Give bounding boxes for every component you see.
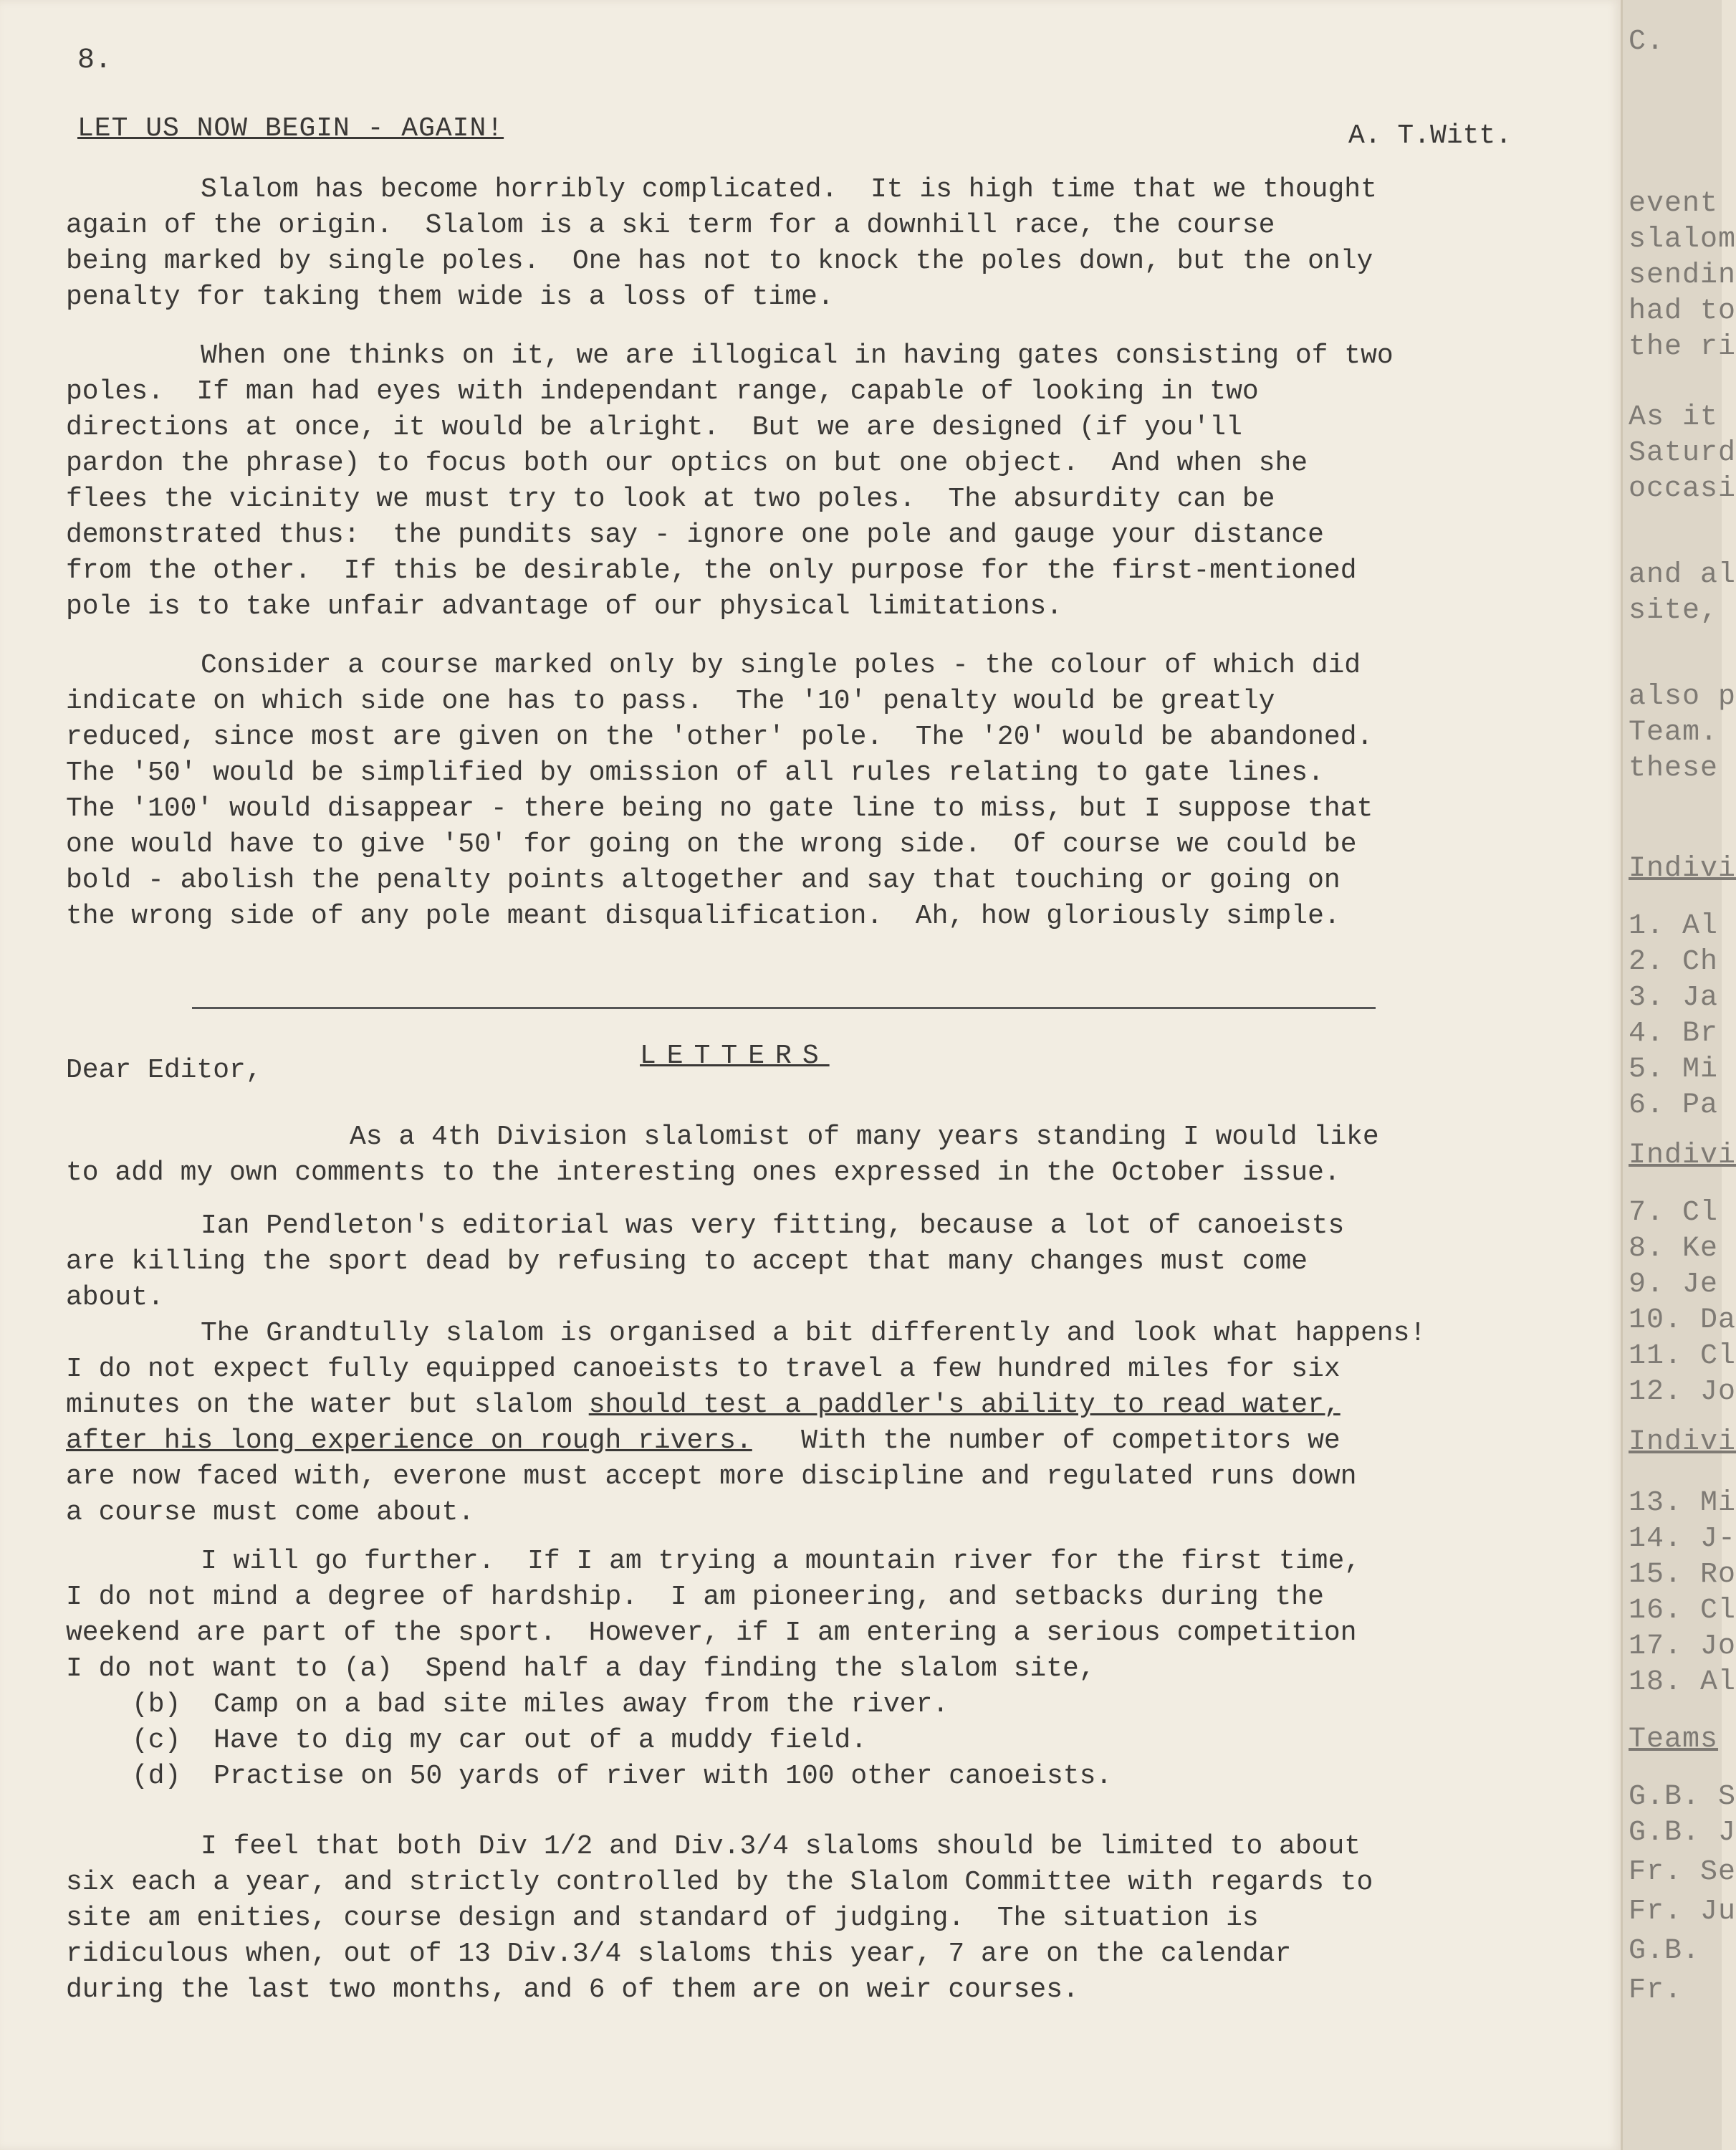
facing-page-text: Saturd [1629, 437, 1736, 469]
facing-page-text: sendin [1629, 259, 1736, 292]
facing-page-text: 18. Al [1629, 1666, 1736, 1698]
facing-page-text: 16. Cl [1629, 1595, 1736, 1627]
underlined-text: after his long experience on rough rivers. [66, 1425, 752, 1456]
facing-page-text: 9. Je [1629, 1268, 1719, 1301]
text-line: are killing the sport dead by refusing to accept that many changes must come [66, 1246, 1308, 1277]
facing-page-edge [1621, 0, 1736, 2150]
facing-page-text: Fr. Ju [1629, 1896, 1736, 1928]
list-item: (c) Have to dig my car out of a muddy field. [132, 1725, 868, 1756]
text-line: about. [66, 1282, 164, 1313]
letter-paragraph-2 [66, 1208, 1542, 1316]
text-line: penalty for taking them wide is a loss of time. [66, 282, 834, 312]
section-divider [192, 1007, 1376, 1009]
text-line: The Grandtully slalom is organised a bit differently and look what happens! [201, 1318, 1426, 1349]
text-line: weekend are part of the sport. However, if I am entering a serious competition [66, 1618, 1357, 1648]
facing-page-text: As it [1629, 401, 1719, 434]
letter-paragraph-4 [66, 1544, 1542, 1795]
text-line: a course must come about. [66, 1497, 475, 1528]
text-line: I do not want to (a) Spend half a day finding the slalom site, [66, 1653, 1095, 1684]
text-line: demonstrated thus: the pundits say - ignore one pole and gauge your distance [66, 520, 1324, 550]
facing-page-text: 13. Mi [1629, 1487, 1736, 1519]
facing-page-text: had to [1629, 295, 1736, 328]
text-line: I do not expect fully equipped canoeists to travel a few hundred miles for six [66, 1354, 1341, 1385]
facing-page-text: 11. Cl [1629, 1340, 1736, 1372]
text-line: pardon the phrase) to focus both our optics on but one object. And when she [66, 448, 1308, 479]
article-paragraph-1 [66, 172, 1542, 315]
facing-page-text: slalom [1629, 224, 1736, 256]
text-line [66, 1387, 1542, 1423]
facing-page-text: Indivi [1629, 1140, 1736, 1172]
text-line: poles. If man had eyes with independant range, capable of looking in two [66, 376, 1259, 407]
text-line: from the other. If this be desirable, the only purpose for the first-mentioned [66, 555, 1357, 586]
facing-page-text: G.B. J [1629, 1817, 1736, 1849]
text-line: being marked by single poles. One has not to knock the poles down, but the only [66, 246, 1373, 277]
text-line: Slalom has become horribly complicated. It is high time that we thought [201, 174, 1377, 205]
facing-page-text: 8. Ke [1629, 1233, 1719, 1265]
letter-paragraph-5 [66, 1829, 1542, 2008]
text-line: I will go further. If I am trying a mountain river for the first time, [201, 1546, 1361, 1577]
text-line: pole is to take unfair advantage of our physical limitations. [66, 591, 1063, 622]
text-line: one would have to give '50' for going on the wrong side. Of course we could be [66, 829, 1357, 860]
letter-paragraph-3 [66, 1316, 1542, 1531]
facing-page-text: site, [1629, 595, 1719, 627]
facing-page-text: 12. Jo [1629, 1376, 1736, 1408]
facing-page-text: 4. Br [1629, 1018, 1719, 1050]
facing-page-text: the ri [1629, 331, 1736, 363]
article-author: A. T.Witt. [1348, 120, 1512, 151]
facing-page-text: 5. Mi [1629, 1054, 1719, 1086]
text-span: minutes on the water but slalom [66, 1390, 589, 1420]
text-line: six each a year, and strictly controlled by the Slalom Committee with regards to [66, 1867, 1373, 1898]
underlined-text: should test a paddler's ability to read water, [588, 1390, 1341, 1420]
text-line: ridiculous when, out of 13 Div.3/4 slaloms this year, 7 are on the calendar [66, 1939, 1292, 1969]
facing-page-text: Fr. [1629, 1974, 1683, 2007]
text-line: directions at once, it would be alright. But we are designed (if you'll [66, 412, 1242, 443]
facing-page-text: Teams [1629, 1724, 1719, 1756]
facing-page-text: 6. Pa [1629, 1089, 1719, 1122]
text-line: I feel that both Div 1/2 and Div.3/4 slaloms should be limited to about [201, 1831, 1361, 1862]
facing-page-text: Indivi [1629, 1426, 1736, 1458]
facing-page-text: 2. Ch [1629, 946, 1719, 978]
text-line: site am enities, course design and standard of judging. The situation is [66, 1903, 1259, 1934]
facing-page-text: 10. Da [1629, 1304, 1736, 1337]
facing-page-text: and al [1629, 559, 1736, 591]
facing-page-text: C. [1629, 26, 1665, 58]
article-title: LET US NOW BEGIN - AGAIN! [77, 113, 504, 144]
facing-page-text: 15. Ro [1629, 1559, 1736, 1591]
facing-page-text: 7. Cl [1629, 1197, 1719, 1229]
text-line: As a 4th Division slalomist of many years standing I would like [350, 1122, 1379, 1152]
text-line: indicate on which side one has to pass. The '10' penalty would be greatly [66, 686, 1275, 717]
facing-page-text: 1. Al [1629, 910, 1719, 942]
letters-heading: LETTERS [640, 1041, 830, 1071]
letter-salutation: Dear Editor, [66, 1055, 262, 1086]
facing-page-text: event [1629, 188, 1719, 220]
text-line: bold - abolish the penalty points altogether and say that touching or going on [66, 865, 1341, 896]
facing-page-text: these [1629, 752, 1719, 785]
text-line: The '50' would be simplified by omission of all rules relating to gate lines. [66, 758, 1324, 788]
facing-page-text: also p [1629, 681, 1736, 713]
text-line: Consider a course marked only by single poles - the colour of which did [201, 650, 1361, 681]
text-line: to add my own comments to the interesting ones expressed in the October issue. [66, 1157, 1341, 1188]
article-paragraph-3 [66, 648, 1542, 935]
facing-page-text: occasi [1629, 473, 1736, 505]
facing-page-text: G.B. [1629, 1935, 1701, 1967]
facing-page-text: Indivi [1629, 853, 1736, 885]
text-span: With the number of competitors we [752, 1425, 1341, 1456]
list-item: (b) Camp on a bad site miles away from the river. [132, 1689, 949, 1720]
article-paragraph-2 [66, 338, 1542, 625]
facing-page-text: Team. [1629, 717, 1719, 749]
text-line: flees the vicinity we must try to look at two poles. The absurdity can be [66, 484, 1275, 515]
text-line: during the last two months, and 6 of them are on weir courses. [66, 1974, 1079, 2005]
facing-page-text: 17. Jo [1629, 1630, 1736, 1663]
facing-page-text: Fr. Se [1629, 1856, 1736, 1888]
page-number: 8. [77, 44, 112, 77]
text-line: again of the origin. Slalom is a ski term for a downhill race, the course [66, 210, 1275, 241]
text-line: are now faced with, everone must accept more discipline and regulated runs down [66, 1461, 1357, 1492]
facing-page-text: 14. J- [1629, 1523, 1736, 1555]
text-line: When one thinks on it, we are illogical in having gates consisting of two [201, 340, 1394, 371]
facing-page-text: G.B. S [1629, 1781, 1736, 1813]
facing-page-text: 3. Ja [1629, 982, 1719, 1014]
list-item: (d) Practise on 50 yards of river with 100 other canoeists. [132, 1761, 1113, 1792]
text-line: Ian Pendleton's editorial was very fitting, because a lot of canoeists [201, 1210, 1345, 1241]
text-line: reduced, since most are given on the 'other' pole. The '20' would be abandoned. [66, 722, 1373, 752]
text-line: I do not mind a degree of hardship. I am pioneering, and setbacks during the [66, 1582, 1324, 1612]
text-line: the wrong side of any pole meant disqualification. Ah, how gloriously simple. [66, 901, 1341, 932]
text-line [66, 1423, 1542, 1459]
letter-paragraph-1 [66, 1119, 1542, 1191]
text-line: The '100' would disappear - there being no gate line to miss, but I suppose that [66, 793, 1373, 824]
